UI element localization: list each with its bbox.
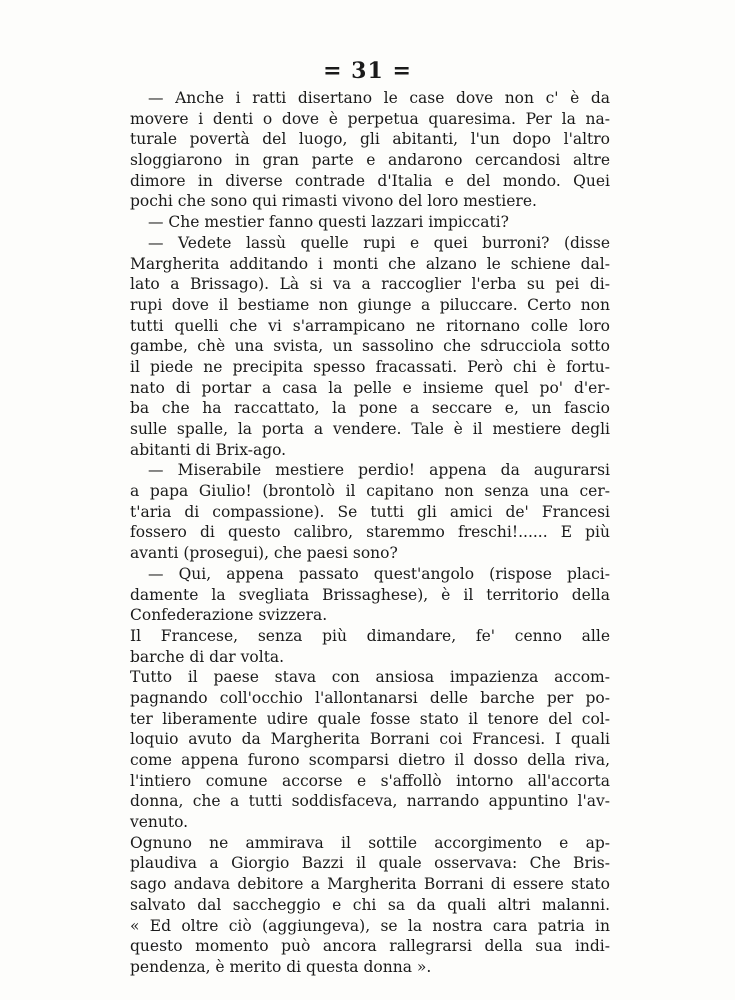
text-line: sago andava debitore a Margherita Borrani di essere stato: [130, 875, 610, 894]
text-line: Confederazione svizzera.: [130, 606, 328, 625]
text-line: pendenza, è merito di questa donna ».: [130, 957, 432, 976]
text-line: abitanti di Brix-ago.: [130, 440, 287, 459]
text-line: fossero di questo calibro, staremmo freschi!...... E più: [130, 523, 610, 542]
text-line: Margherita additando i monti che alzano le schiene dal-: [130, 254, 610, 273]
text-line: sulle spalle, la porta a vendere. Tale è il mestiere degli: [130, 420, 610, 438]
text-line: Il Francese, senza più dimandare, fe' cenno alle: [130, 626, 610, 645]
text-line: a papa Giulio! (brontolò il capitano non senza una cer-: [130, 482, 610, 501]
text-line: Ognuno ne ammirava il sottile accorgimento e ap-: [130, 833, 610, 852]
text-line: — Qui, appena passato quest'angolo (rispose placi-: [148, 564, 610, 583]
text-line: ter liberamente udire quale fosse stato il tenore del col-: [130, 709, 610, 728]
text-line: rupi dove il bestiame non giunge a piluccare. Certo non: [130, 295, 610, 314]
text-line: movere i denti o dove è perpetua quaresima. Per la na-: [130, 109, 610, 128]
text-line: salvato dal saccheggio e chi sa da quali altri malanni.: [130, 895, 610, 914]
text-line: pagnando coll'occhio l'allontanarsi delle barche per po-: [130, 688, 610, 707]
text-line: tutti quelli che vi s'arrampicano ne ritornano colle loro: [130, 316, 610, 335]
text-line: l'intiero comune accorse e s'affollò intorno all'accorta: [130, 771, 610, 790]
text-line: — Vedete lassù quelle rupi e quei burroni? (disse: [148, 233, 610, 252]
text-line: — Anche i ratti disertano le case dove non c' è da: [148, 89, 610, 107]
text-line: donna, che a tutti soddisfaceva, narrando appuntino l'av-: [130, 792, 610, 811]
text-line: il piede ne precipita spesso fracassati. Però chi è fortu-: [130, 357, 610, 376]
text-line: nato di portar a casa la pelle e insieme quel po' d'er-: [130, 378, 610, 397]
text-line: barche di dar volta.: [130, 647, 285, 666]
text-line: ba che ha raccattato, la pone a seccare e, un fascio: [130, 399, 610, 418]
text-line: gambe, chè una svista, un sassolino che sdrucciola sotto: [130, 337, 610, 356]
page-body-text: [130, 88, 610, 978]
text-line: damente la svegliata Brissaghese), è il territorio della: [130, 585, 610, 604]
text-line: come appena furono scomparsi dietro il dosso della riva,: [130, 751, 610, 769]
text-line: sloggiarono in gran parte e andarono cercandosi altre: [130, 151, 610, 170]
text-line: — Miserabile mestiere perdio! appena da augurarsi: [148, 461, 610, 480]
page-number: = 31 =: [323, 58, 412, 84]
text-line: plaudiva a Giorgio Bazzi il quale osservava: Che Bris-: [130, 854, 610, 873]
text-line: venuto.: [130, 813, 189, 832]
text-line: pochi che sono qui rimasti vivono del loro mestiere.: [130, 192, 537, 211]
text-line: loquio avuto da Margherita Borrani coi Francesi. I quali: [130, 730, 610, 749]
text-line: — Che mestier fanno questi lazzari impiccati?: [148, 213, 509, 232]
text-line: « Ed oltre ciò (aggiungeva), se la nostra cara patria in: [130, 916, 610, 935]
text-line: turale povertà del luogo, gli abitanti, l'un dopo l'altro: [130, 130, 610, 149]
text-line: dimore in diverse contrade d'Italia e del mondo. Quei: [130, 171, 610, 190]
text-line: lato a Brissago). Là si va a raccoglier l'erba su pei di-: [130, 275, 610, 294]
text-line: Tutto il paese stava con ansiosa impazienza accom-: [130, 668, 610, 687]
text-line: avanti (prosegui), che paesi sono?: [130, 544, 398, 563]
text-line: t'aria di compassione). Se tutti gli amici de' Francesi: [130, 502, 610, 521]
text-line: questo momento può ancora rallegrarsi della sua indi-: [130, 937, 610, 956]
